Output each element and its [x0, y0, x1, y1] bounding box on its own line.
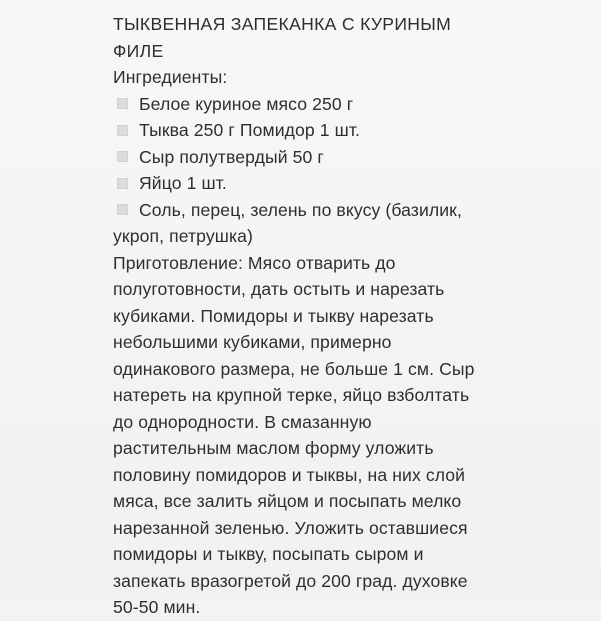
preparation-line: запекать вразогретой до 200 град. духовке	[113, 570, 468, 591]
ingredient-label: Белое куриное мясо 250 г	[139, 93, 354, 114]
preparation-line: одинакового размера, не больше 1 см. Сыр	[113, 358, 475, 379]
preparation-line: кубиками. Помидоры и тыкву нарезать	[113, 305, 434, 326]
ingredient-continuation: укроп, петрушка)	[113, 226, 253, 246]
preparation-line: натереть на крупной терке, яйцо взболтать	[113, 385, 470, 405]
preparation-line: небольшими кубиками, примерно	[113, 332, 392, 352]
checkbox-icon[interactable]	[117, 151, 128, 162]
ingredient-label: Сыр полутвердый 50 г	[139, 146, 324, 167]
checkbox-icon[interactable]	[117, 178, 128, 189]
preparation-line: помидоры и тыкву, посыпать сыром и	[113, 544, 424, 564]
checkbox-icon[interactable]	[117, 98, 128, 109]
preparation-line: Приготовление: Мясо отварить до	[113, 252, 396, 273]
checkbox-icon[interactable]	[117, 204, 128, 215]
preparation-line: нарезанной зеленью. Уложить оставшиеся	[113, 517, 468, 538]
recipe-title-line-1: ТЫКВЕННАЯ ЗАПЕКАНКА С КУРИНЫМ	[113, 14, 452, 34]
preparation-line: растительным маслом форму уложить	[113, 438, 434, 458]
recipe-title-line-2: ФИЛЕ	[113, 40, 164, 61]
preparation-line: 50-50 мин.	[113, 597, 201, 617]
ingredient-item	[113, 117, 601, 144]
preparation-line: половину помидоров и тыквы, на них слой	[113, 464, 466, 485]
checkbox-icon[interactable]	[117, 125, 128, 136]
ingredient-item	[113, 91, 601, 118]
preparation-line: до однородности. В смазанную	[113, 411, 372, 432]
ingredient-item	[113, 197, 601, 224]
ingredient-label: Яйцо 1 шт.	[139, 173, 227, 193]
preparation-line: полуготовности, дать остыть и нарезать	[113, 279, 445, 299]
ingredient-item	[113, 144, 601, 171]
ingredients-heading: Ингредиенты:	[113, 67, 228, 87]
ingredient-item	[113, 170, 601, 197]
preparation-line: мяса, все залить яйцом и посыпать мелко	[113, 491, 462, 511]
ingredient-label: Тыква 250 г Помидор 1 шт.	[139, 120, 361, 140]
ingredient-label: Соль, перец, зелень по вкусу (базилик,	[139, 199, 462, 220]
